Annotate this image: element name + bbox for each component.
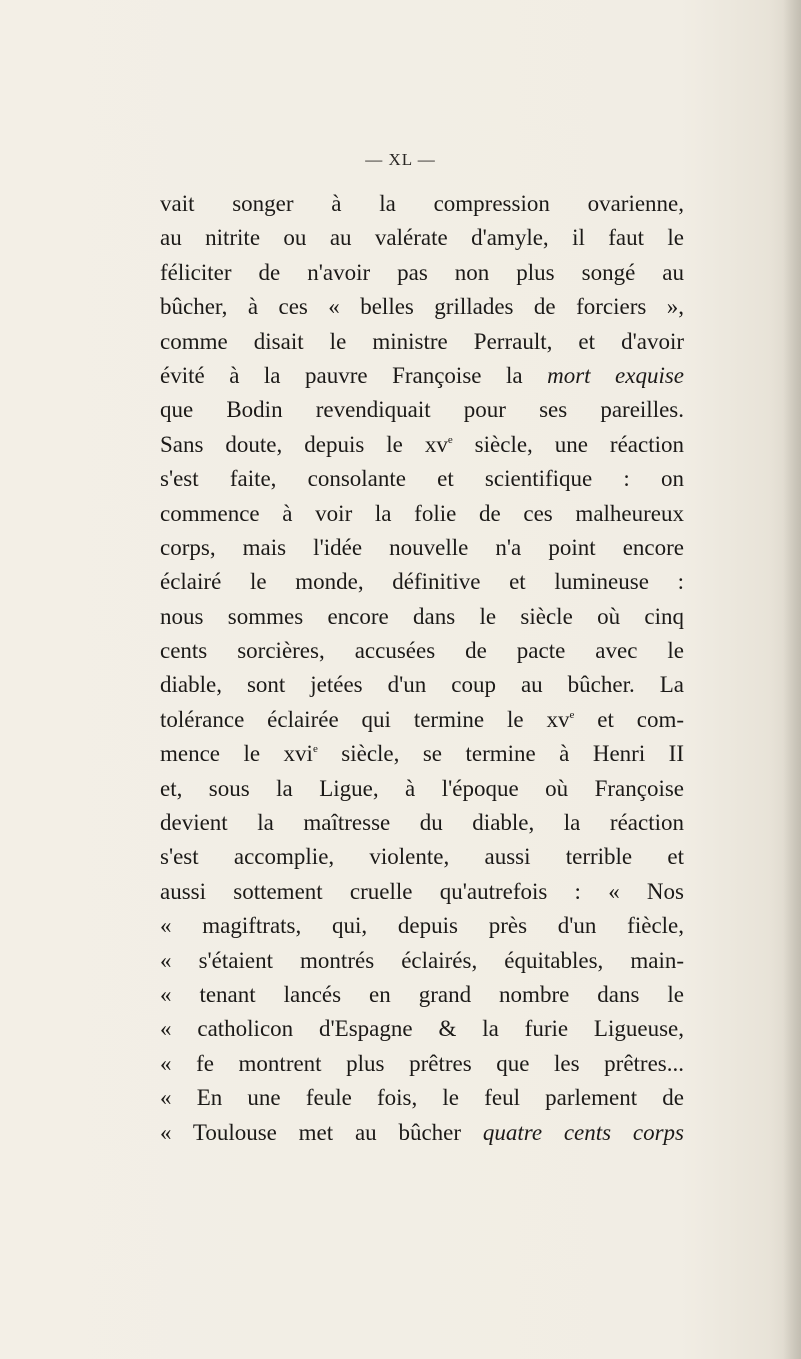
superscript: e <box>447 433 453 446</box>
text-run: « Toulouse met au bûcher <box>160 1119 483 1145</box>
text-line: que Bodin revendiquait pour ses pareilles. <box>160 397 684 423</box>
text-run: siècle, une réaction <box>452 431 684 457</box>
text-run: Sans doute, depuis le xv <box>160 431 448 457</box>
text-line <box>160 1116 684 1150</box>
text-line: aussi sottement cruelle qu'autrefois : « Nos <box>160 878 684 904</box>
text-line <box>160 359 684 393</box>
page-edge-shadow <box>783 0 801 1359</box>
text-line: devient la maîtresse du diable, la réaction <box>160 810 684 836</box>
italic-run: quatre cents corps <box>482 1119 684 1145</box>
text-line: s'est accomplie, violente, aussi terrible et <box>160 844 684 870</box>
text-run: siècle, se termine à Henri II <box>317 741 684 767</box>
text-line: « En une feule fois, le feul parlement de <box>160 1085 684 1111</box>
text-line: et, sous la Ligue, à l'époque où Françoise <box>160 775 684 801</box>
text-line: corps, mais l'idée nouvelle n'a point encore <box>160 534 684 560</box>
text-line: cents sorcières, accusées de pacte avec le <box>160 638 684 664</box>
text-line: « fe montrent plus prêtres que les prêtres... <box>160 1050 684 1076</box>
text-line: diable, sont jetées d'un coup au bûcher. La <box>160 672 684 698</box>
text-run: tolérance éclairée qui termine le xv <box>160 706 570 732</box>
superscript: e <box>312 743 318 756</box>
text-line: s'est faite, consolante et scientifique : on <box>160 466 684 492</box>
text-run: et com- <box>574 706 685 732</box>
text-line: nous sommes encore dans le siècle où cinq <box>160 603 684 629</box>
text-line: « tenant lancés en grand nombre dans le <box>160 981 684 1007</box>
text-line: éclairé le monde, définitive et lumineuse : <box>160 569 684 595</box>
body-text <box>160 187 684 1150</box>
italic-run: mort exquise <box>547 362 684 388</box>
superscript: e <box>569 708 575 721</box>
running-head: — XL — <box>365 150 436 169</box>
text-line: vait songer à la compression ovarienne, <box>160 191 684 216</box>
text-line: au nitrite ou au valérate d'amyle, il faut le <box>160 225 684 251</box>
text-line: commence à voir la folie de ces malheureux <box>160 500 684 526</box>
text-line <box>160 737 684 771</box>
text-line: comme disait le ministre Perrault, et d'avoir <box>160 328 684 354</box>
text-line: « s'étaient montrés éclairés, équitables, main- <box>160 947 684 973</box>
text-line <box>160 703 684 737</box>
text-line: « catholicon d'Espagne & la furie Ligueuse, <box>160 1016 684 1042</box>
text-run: mence le xvi <box>160 741 313 767</box>
text-line: bûcher, à ces « belles grillades de forciers », <box>160 294 684 320</box>
text-line: féliciter de n'avoir pas non plus songé au <box>160 259 684 285</box>
text-line <box>160 428 684 462</box>
text-run: évité à la pauvre Françoise la <box>160 362 548 388</box>
text-line: « magiftrats, qui, depuis près d'un fiècle, <box>160 913 684 939</box>
